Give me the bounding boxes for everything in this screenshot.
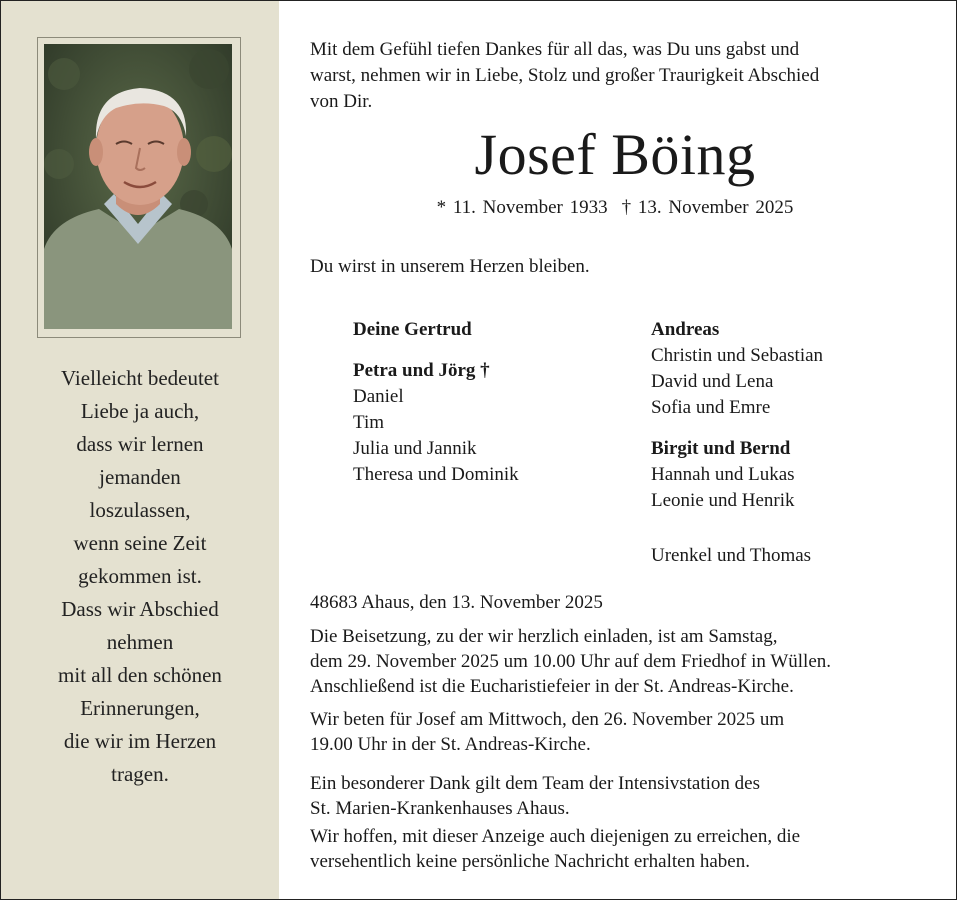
poem-line: gekommen ist. [78,564,202,588]
funeral-line: Anschließend ist die Eucharistiefeier in der St. Andreas-Kirche. [310,676,794,697]
thanks-line: St. Marien-Krankenhauses Ahaus. [310,798,570,819]
life-dates [310,195,920,221]
birth-date: * 11. November 1933 [436,197,608,218]
poem-line: loszulassen, [89,498,191,522]
funeral-info [310,624,930,699]
intro-line: Mit dem Gefühl tiefen Dankes für all das, was Du uns gabst und [310,39,800,60]
poem-line: mit all den schönen [58,663,222,687]
poem-line: Erinnerungen, [80,696,200,720]
family-group-heading: Birgit und Bernd [651,438,791,459]
death-date: † 13. November 2025 [621,197,794,218]
poem-line: nehmen [106,630,174,654]
family-member: Julia und Jannik [353,438,477,459]
thanks-text [310,771,930,821]
thanks-line: Ein besonderer Dank gilt dem Team der Intensivstation des [310,773,760,794]
prayer-line: 19.00 Uhr in der St. Andreas-Kirche. [310,734,591,755]
family-member: Christin und Sebastian [651,345,824,366]
spouse-name: Deine Gertrud [353,319,472,340]
great-grandchildren: Urenkel und Thomas [651,545,812,566]
family-left-column [353,317,519,488]
family-member: David und Lena [651,371,774,392]
funeral-line: dem 29. November 2025 um 10.00 Uhr auf dem Friedhof in Wüllen. [310,651,831,672]
place-date: 48683 Ahaus, den 13. November 2025 [310,592,603,613]
poem-line: Vielleicht bedeutet [61,366,219,390]
family-member: Daniel [353,386,404,407]
poem-line: die wir im Herzen [63,729,217,753]
funeral-line: Die Beisetzung, zu der wir herzlich einladen, ist am Samstag, [310,626,778,647]
heart-line: Du wirst in unserem Herzen bleiben. [310,256,590,277]
family-group-heading: Petra und Jörg † [353,360,490,381]
family-member: Leonie und Henrik [651,490,795,511]
prayer-info [310,707,930,757]
prayer-line: Wir beten für Josef am Mittwoch, den 26. November 2025 um [310,709,785,730]
poem-line: dass wir lernen [76,432,204,456]
notice-line: versehentlich keine persönliche Nachricht erhalten haben. [310,851,750,872]
portrait-illustration [44,44,232,329]
portrait-photo [44,44,232,329]
intro-text [310,37,910,115]
poem-line: Dass wir Abschied [61,597,219,621]
notice-text [310,824,930,874]
poem-line: tragen. [111,762,169,786]
deceased-name: Josef Böing [474,122,756,187]
poem-line: Liebe ja auch, [80,399,200,423]
family-member: Sofia und Emre [651,397,771,418]
intro-line: warst, nehmen wir in Liebe, Stolz und großer Traurigkeit Abschied [310,65,820,86]
sidebar [1,1,279,899]
family-group-heading: Andreas [651,319,720,340]
notice-line: Wir hoffen, mit dieser Anzeige auch diejenigen zu erreichen, die [310,826,801,847]
poem-line: wenn seine Zeit [73,531,207,555]
family-member: Tim [353,412,384,433]
poem-line: jemanden [99,465,181,489]
poem [1,362,279,791]
family-member: Theresa und Dominik [353,464,519,485]
family-member: Hannah und Lukas [651,464,795,485]
portrait-frame [37,37,241,338]
intro-line: von Dir. [310,91,373,112]
family-right-column [651,317,823,569]
